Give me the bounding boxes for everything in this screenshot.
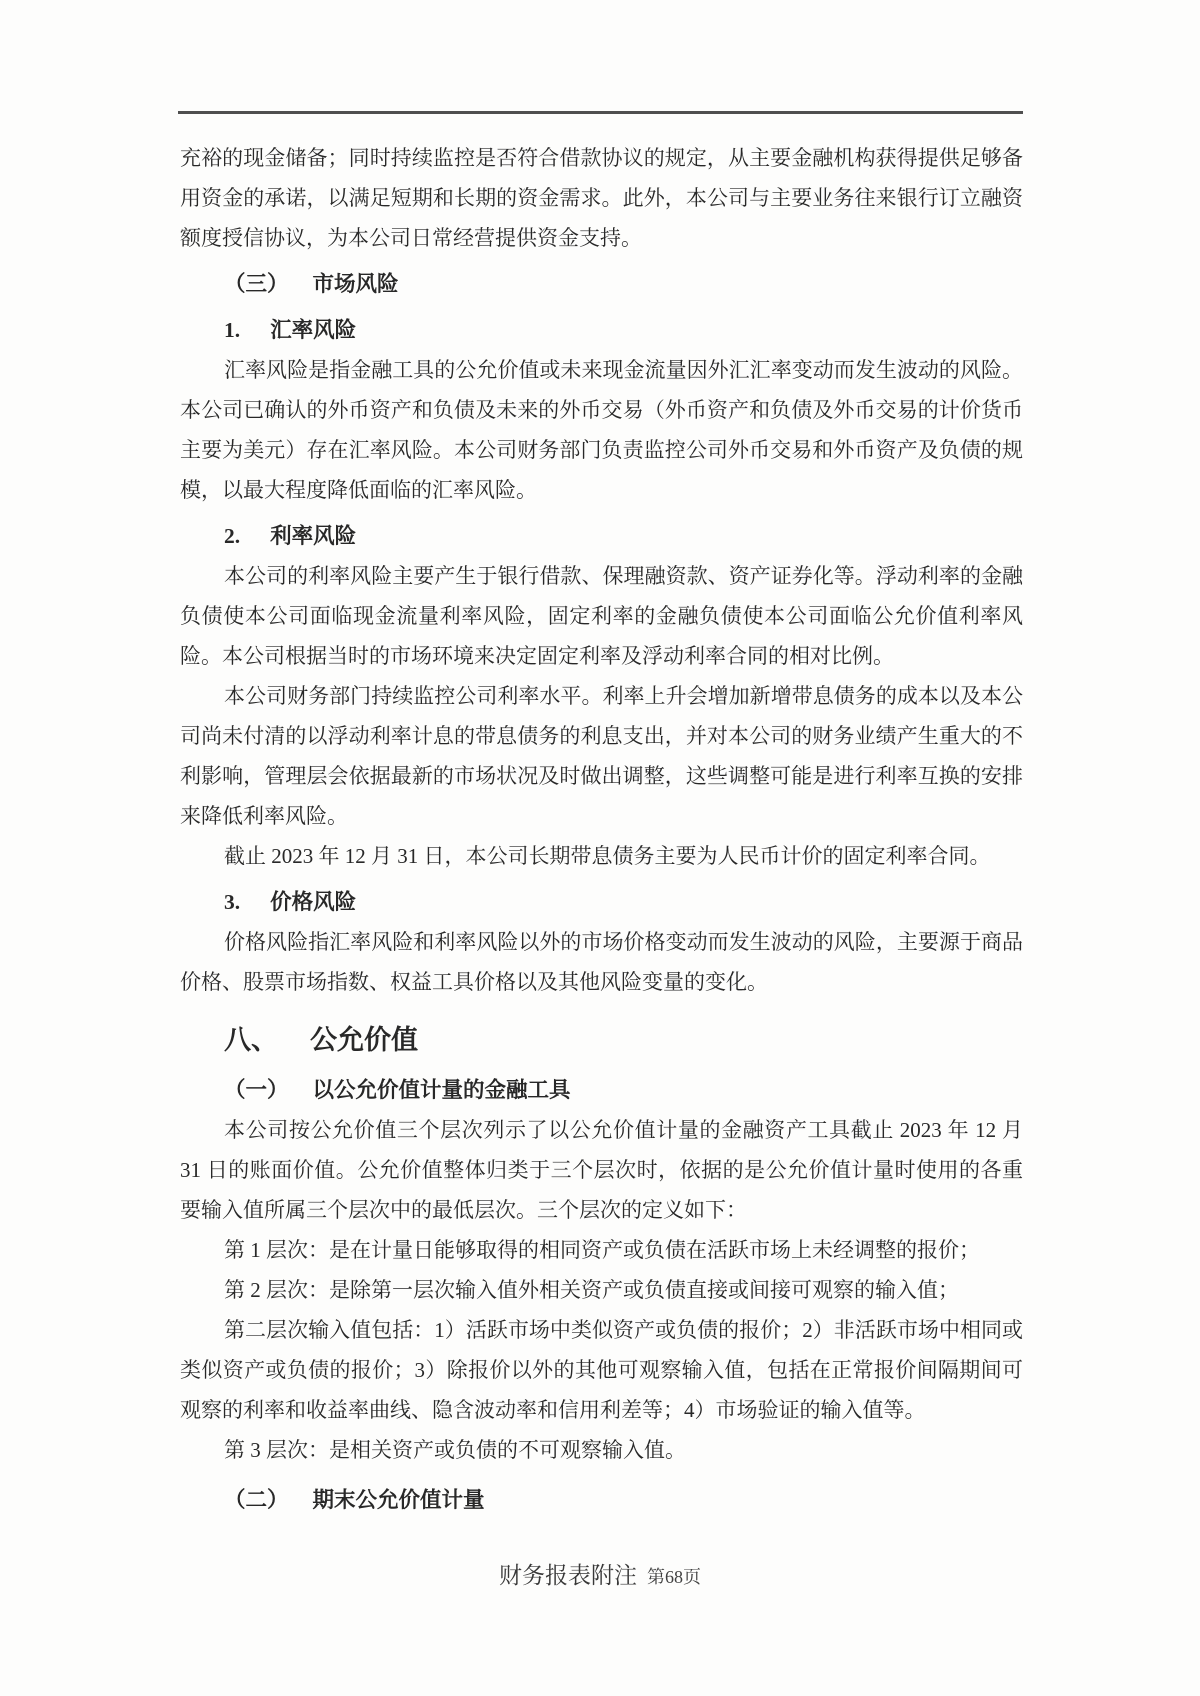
paragraph-level-2-definition: 第 2 层次：是除第一层次输入值外相关资产或负债直接或间接可观察的输入值； bbox=[224, 1278, 959, 1302]
chapter-heading-fair-value bbox=[180, 1016, 1023, 1064]
section-heading-market-risk bbox=[180, 264, 1023, 304]
subsection-number: 1. bbox=[224, 318, 241, 342]
paragraph-price-risk: 价格风险指汇率风险和利率风险以外的市场价格变动而发生波动的风险，主要源于商品价格、股票市场指数、权益工具价格以及其他风险变量的变化。 bbox=[180, 930, 1023, 994]
section-number: （二） bbox=[224, 1488, 289, 1512]
section-heading-fair-value-instruments bbox=[180, 1070, 1023, 1110]
section-number: （一） bbox=[224, 1078, 289, 1102]
page-footer bbox=[0, 1556, 1200, 1597]
paragraph-interest-rate-risk-2: 本公司财务部门持续监控公司利率水平。利率上升会增加新增带息债务的成本以及本公司尚未付清的以浮动利率计息的带息债务的利息支出，并对本公司的财务业绩产生重大的不利影响，管理层会依据最新的市场状况及时做出调整，这些调整可能是进行利率互换的安排来降低利率风险。 bbox=[180, 684, 1023, 828]
paragraph-interest-rate-risk-1: 本公司的利率风险主要产生于银行借款、保理融资款、资产证券化等。浮动利率的金融负债使本公司面临现金流量利率风险，固定利率的金融负债使本公司面临公允价值利率风险。本公司根据当时的市场环境来决定固定利率及浮动利率合同的相对比例。 bbox=[180, 564, 1023, 668]
chapter-number: 八、 bbox=[224, 1025, 278, 1055]
paragraph-interest-rate-risk-date: 截止 2023 年 12 月 31 日，本公司长期带息债务主要为人民币计价的固定利率合同。 bbox=[224, 844, 991, 868]
subsection-number: 2. bbox=[224, 524, 241, 548]
paragraph-liquidity-continuation: 充裕的现金储备；同时持续监控是否符合借款协议的规定，从主要金融机构获得提供足够备用资金的承诺，以满足短期和长期的资金需求。此外，本公司与主要业务往来银行订立融资额度授信协议，为本公司日常经营提供资金支持。 bbox=[180, 146, 1023, 250]
document-body bbox=[180, 138, 1023, 1520]
section-title: 以公允价值计量的金融工具 bbox=[312, 1078, 571, 1102]
subsection-title: 利率风险 bbox=[270, 524, 357, 548]
paragraph-level-1-definition: 第 1 层次：是在计量日能够取得的相同资产或负债在活跃市场上未经调整的报价； bbox=[224, 1238, 980, 1262]
chapter-title: 公允价值 bbox=[310, 1025, 418, 1055]
header-rule-divider bbox=[178, 111, 1023, 114]
paragraph-level-2-inputs: 第二层次输入值包括：1）活跃市场中类似资产或负债的报价；2）非活跃市场中相同或类似资产或负债的报价；3）除报价以外的其他可观察输入值，包括在正常报价间隔期间可观察的利率和收益率曲线、隐含波动率和信用利差等；4）市场验证的输入值等。 bbox=[180, 1318, 1023, 1422]
subsection-title: 价格风险 bbox=[270, 890, 357, 914]
subsection-heading-exchange-rate-risk bbox=[180, 310, 1023, 350]
paragraph-fair-value-levels-intro: 本公司按公允价值三个层次列示了以公允价值计量的金融资产工具截止 2023 年 12 月 31 日的账面价值。公允价值整体归类于三个层次时，依据的是公允价值计量时使用的各重要输入值所属三个层次中的最低层次。三个层次的定义如下： bbox=[180, 1118, 1023, 1222]
footer-page-number: 第68页 bbox=[647, 1567, 701, 1587]
section-number: （三） bbox=[224, 272, 289, 296]
subsection-number: 3. bbox=[224, 890, 241, 914]
section-heading-period-end-fair-value bbox=[180, 1480, 1023, 1520]
section-title: 市场风险 bbox=[312, 272, 399, 296]
paragraph-level-3-definition: 第 3 层次：是相关资产或负债的不可观察输入值。 bbox=[224, 1438, 686, 1462]
subsection-heading-price-risk bbox=[180, 882, 1023, 922]
footer-label: 财务报表附注 bbox=[499, 1563, 637, 1588]
section-title: 期末公允价值计量 bbox=[312, 1488, 485, 1512]
paragraph-exchange-rate-risk: 汇率风险是指金融工具的公允价值或未来现金流量因外汇汇率变动而发生波动的风险。本公司已确认的外币资产和负债及未来的外币交易（外币资产和负债及外币交易的计价货币主要为美元）存在汇率风险。本公司财务部门负责监控公司外币交易和外币资产及负债的规模，以最大程度降低面临的汇率风险。 bbox=[180, 358, 1023, 502]
subsection-heading-interest-rate-risk bbox=[180, 516, 1023, 556]
subsection-title: 汇率风险 bbox=[270, 318, 357, 342]
